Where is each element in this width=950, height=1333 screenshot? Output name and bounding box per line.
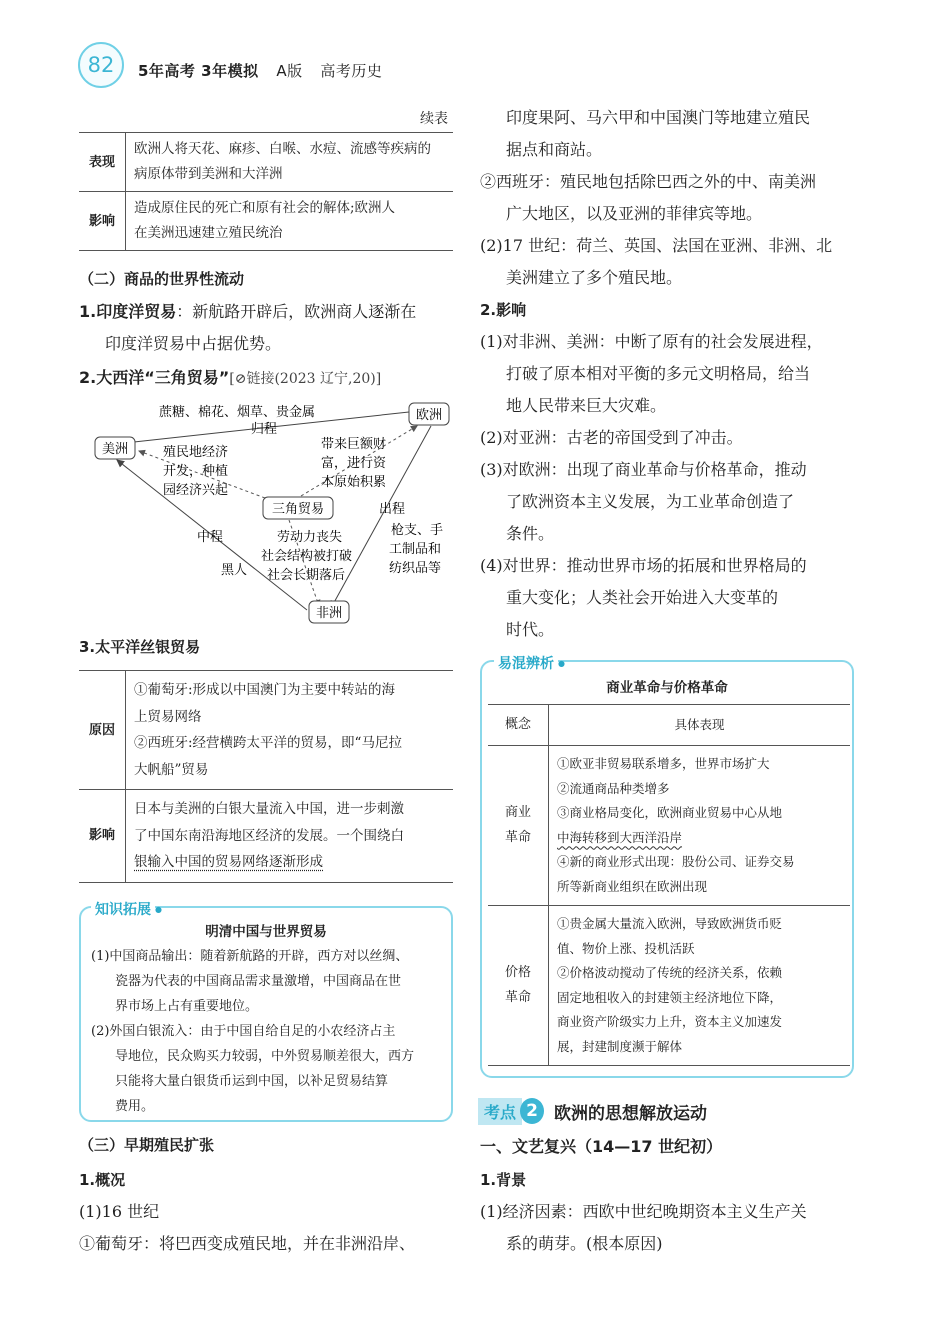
cell-line: 造成原住民的死亡和原有社会的解体;欧洲人	[134, 200, 396, 216]
cell-line: 大帆船”贸易	[134, 761, 209, 778]
paragraph-line: (2)对亚洲：古老的帝国受到了冲击。	[480, 428, 743, 447]
node-europe-label: 欧洲	[415, 408, 443, 423]
cell-line: 日本与美洲的白银大量流入中国，进一步刺激	[134, 801, 404, 817]
colonies-line: 开发，种植	[163, 464, 229, 479]
paragraph-line: (3)对欧洲：出现了商业革命与价格革命，推动	[480, 460, 807, 479]
return-goods: 蔗糖、棉花、烟草、贵金属	[159, 405, 316, 420]
row-label: 影响	[79, 790, 126, 883]
node-triangle-label: 三角贸易	[271, 502, 325, 517]
outbound-goods-line: 工制品和	[389, 542, 442, 557]
item-heading: 2.影响	[480, 301, 527, 319]
slaves-label: 黑人	[221, 563, 248, 578]
paragraph: 系的萌芽。(根本原因)	[506, 1234, 663, 1253]
outbound-goods-line: 枪支、手	[391, 523, 444, 538]
colonies-line: 园经济兴起	[163, 483, 229, 498]
triangle-trade-diagram	[79, 396, 453, 628]
paragraph-line: 美洲建立了多个殖民地。	[506, 268, 683, 287]
box-title: 明清中国与世界贸易	[205, 924, 327, 940]
table-row	[488, 746, 850, 906]
cell-line: 固定地租收入的封建领主经济地位下降，	[557, 989, 783, 1005]
table-row	[488, 906, 850, 1066]
exam-point-badge	[478, 1097, 707, 1125]
table-row	[79, 671, 453, 790]
row-label: 表现	[79, 133, 126, 192]
column-header: 概念	[488, 705, 549, 746]
paragraph: (1)16 世纪	[79, 1202, 160, 1221]
paragraph: ①葡萄牙：将巴西变成殖民地，并在非洲沿岸、	[79, 1234, 416, 1253]
column-header: 具体表现	[549, 705, 851, 746]
page-number-badge	[78, 42, 124, 88]
africa-effect-line: 社会结构被打破	[261, 549, 353, 564]
colonial-continued	[480, 102, 854, 646]
confusion-tag	[494, 653, 565, 673]
item-heading: 1.印度洋贸易	[79, 302, 177, 321]
row-label: 价格	[504, 965, 531, 980]
paragraph-line: (1)对非洲、美洲：中断了原有的社会发展进程，	[480, 332, 823, 351]
dot-icon: ●	[558, 658, 565, 668]
box-line: 导地位，民众购买力较弱，中外贸易顺差很大，西方	[115, 1049, 415, 1064]
paragraph-line: 打破了原本相对平衡的多元文明格局，给当	[506, 364, 811, 383]
edition: A版	[276, 62, 303, 80]
book-title: 5年高考 3年模拟	[138, 62, 259, 80]
item-text: ：新航路开辟后，欧洲商人逐渐在	[176, 302, 417, 321]
wealth-line: 本原始积累	[321, 475, 387, 490]
africa-effect-line: 劳动力丧失	[277, 530, 343, 545]
outbound-label: 出程	[379, 502, 406, 517]
exam-point-title: 欧洲的思想解放运动	[554, 1103, 708, 1124]
paragraph-line: 时代。	[506, 620, 555, 639]
wealth-line: 富，进行资	[321, 456, 387, 471]
table-row	[79, 790, 453, 883]
confusion-analysis-box	[480, 656, 854, 1078]
cell-line: ②西班牙:经营横跨太平洋的贸易，即“马尼拉	[134, 735, 402, 751]
section-title: （二）商品的世界性流动	[79, 270, 245, 288]
exam-point-label: 考点	[478, 1098, 522, 1125]
cell-line: 欧洲人将天花、麻疹、白喉、水痘、流感等疾病的	[134, 141, 431, 157]
cell-line: 病原体带到美洲和大洋洲	[134, 166, 283, 182]
cell-line: 展，封建制度濒于解体	[557, 1038, 683, 1054]
row-label: 原因	[79, 671, 126, 790]
table-continued	[79, 132, 453, 251]
dot-icon: ●	[155, 904, 162, 914]
paragraph	[79, 362, 453, 395]
paragraph-line: 据点和商站。	[506, 140, 603, 159]
box-title: 商业革命与价格革命	[606, 680, 728, 696]
tag-label: 易混辨析	[494, 653, 558, 673]
node-americas-label: 美洲	[101, 442, 129, 457]
row-label: 革命	[504, 989, 531, 1005]
box-line: (2)外国白银流入：由于中国自给自足的小农经济占主	[91, 1024, 396, 1039]
paragraph: 印度洋贸易中占据优势。	[105, 334, 282, 353]
subject: 高考历史	[320, 62, 383, 80]
africa-effect-line: 社会长期落后	[267, 568, 346, 583]
row-label: 革命	[504, 829, 531, 845]
return-label: 归程	[251, 422, 278, 437]
cell-line: ②价格波动搅动了传统的经济关系，依赖	[557, 965, 783, 980]
paragraph-line: 条件。	[506, 524, 555, 543]
cell-line: 所等新商业组织在欧洲出现	[557, 878, 708, 894]
section-title: 一、文艺复兴（14—17 世纪初）	[480, 1137, 723, 1156]
link-icon: ⊘	[234, 371, 247, 387]
tag-label: 知识拓展	[91, 899, 155, 919]
outbound-goods-line: 纺织品等	[389, 561, 442, 576]
cell-line: 中海转移到大西洋沿岸	[557, 829, 683, 845]
table-row	[79, 133, 453, 192]
node-africa-label: 非洲	[315, 606, 343, 621]
cell-line: 在美洲迅速建立殖民统治	[134, 225, 283, 241]
box-line: (1)中国商品输出：随着新航路的开辟，西方对以丝绸、	[91, 949, 409, 964]
running-header	[138, 60, 394, 81]
paragraph-line: ②西班牙：殖民地包括除巴西之外的中、南美洲	[480, 172, 817, 191]
cell-line: 上贸易网络	[134, 708, 202, 725]
section-heading: 3.太平洋丝银贸易	[79, 638, 201, 656]
continued-label: 续表	[420, 111, 448, 127]
comparison-table	[488, 704, 850, 1066]
page-number: 82	[87, 53, 115, 77]
cell-line: ③商业格局变化，欧洲商业贸易中心从地	[557, 805, 783, 820]
box-line: 费用。	[115, 1099, 155, 1114]
item-heading: 2.大西洋“三角贸易”	[79, 368, 230, 387]
cell-line: ①贵金属大量流入欧洲，导致欧洲货币贬	[557, 916, 783, 931]
knowledge-extension-box	[79, 902, 453, 1122]
paragraph-line: 重大变化；人类社会开始进入大变革的	[506, 588, 779, 607]
cell-line: ①葡萄牙:形成以中国澳门为主要中转站的海	[134, 682, 396, 698]
table-header-row	[488, 705, 850, 746]
cell-line: ②流通商品种类增多	[557, 780, 670, 796]
exam-point-number: 2	[520, 1098, 544, 1124]
paragraph-line: 地人民带来巨大灾难。	[506, 396, 667, 415]
cell-line: 值、物价上涨、投机活跃	[557, 940, 695, 956]
cell-line: 商业资产阶级实力上升，资本主义加速发	[557, 1014, 783, 1029]
cell-line: 银输入中国的贸易网络逐渐形成	[134, 854, 323, 870]
paragraph	[79, 296, 453, 328]
box-line: 只能将大量白银货币运到中国，以补足贸易结算	[115, 1074, 389, 1089]
row-label: 影响	[79, 192, 126, 251]
box-line: 界市场上占有重要地位。	[115, 999, 259, 1014]
section-title: （三）早期殖民扩张	[79, 1136, 215, 1154]
pacific-trade-table	[79, 670, 453, 883]
colonies-line: 殖民地经济	[163, 445, 229, 460]
box-line: 瓷器为代表的中国商品需求量激增，中国商品在世	[115, 974, 402, 989]
paragraph-line: 广大地区，以及亚洲的菲律宾等地。	[506, 204, 763, 223]
middle-label: 中程	[197, 530, 224, 545]
knowledge-tag	[91, 899, 162, 919]
paragraph: (1)经济因素：西欧中世纪晚期资本主义生产关	[480, 1202, 807, 1221]
paragraph-line: 印度果阿、马六甲和中国澳门等地建立殖民	[506, 108, 811, 127]
item-heading: 1.概况	[79, 1171, 126, 1189]
wealth-line: 带来巨额财	[321, 437, 387, 452]
paragraph-line: (4)对世界：推动世界市场的拓展和世界格局的	[480, 556, 807, 575]
cell-line: ①欧亚非贸易联系增多，世界市场扩大	[557, 756, 770, 771]
cell-line: ④新的商业形式出现：股份公司、证券交易	[557, 854, 795, 869]
row-label: 商业	[504, 805, 531, 820]
paragraph-line: (2)17 世纪：荷兰、英国、法国在亚洲、非洲、北	[480, 236, 833, 255]
item-heading: 1.背景	[480, 1171, 527, 1189]
link-reference[interactable]: [⊘链接(2023 辽宁,20)]	[229, 371, 382, 387]
cell-line: 了中国东南沿海地区经济的发展。一个围绕白	[134, 827, 404, 844]
paragraph-line: 了欧洲资本主义发展，为工业革命创造了	[506, 492, 795, 511]
table-row	[79, 192, 453, 251]
